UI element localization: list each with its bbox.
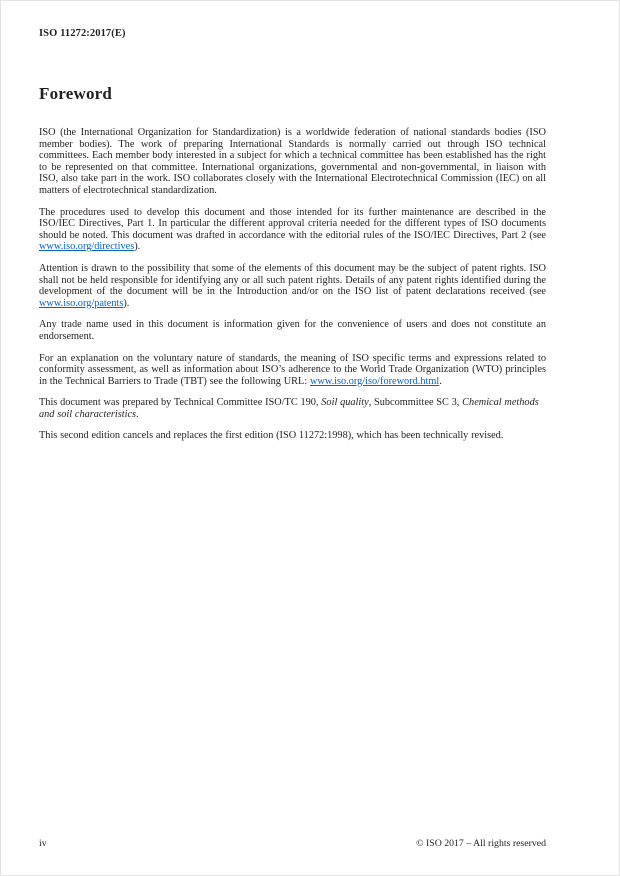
- link-iso-foreword[interactable]: www.iso.org/iso/foreword.html: [309, 375, 440, 387]
- document-header: [39, 28, 546, 39]
- paragraph-patent-rights: [39, 263, 546, 309]
- paragraph-iso-federation: ISO (the International Organization for Standardization) is a worldwide federation of national standards bodies (ISO member bodies). The work of preparing International Standards is normally carried out through ISO technical committees. Each member body interested in a subject for which a technical committee has been established has the right to be represented on that committee. International organizations, governmental and non-governmental, in liaison with ISO, also take part in the work. ISO collaborates closely with the International Electrotechnical Commission (IEC) on all matters of electrotechnical standardization.: [39, 127, 546, 196]
- text-segment: The procedures used to develop this document and those intended for its further maintenance are described in the ISO/IEC Directives, Part 1. In particular the different approval criteria needed for the different types of ISO documents should be noted. This document was drafted in accordance with the editorial rules of the ISO/IEC Directives, Part 2 (see: [39, 206, 546, 241]
- text-segment: This document was prepared by Technical Committee ISO/TC 190,: [39, 397, 322, 409]
- text-segment: .: [439, 375, 442, 387]
- link-iso-directives[interactable]: www.iso.org/directives: [39, 241, 135, 253]
- subcommittee-name-chemical-methods: Chemical methods and soil characteristics: [39, 397, 539, 420]
- paragraph-trade-name: Any trade name used in this document is information given for the convenience of users and does not constitute an endorsement.: [39, 319, 546, 342]
- copyright-notice: © ISO 2017 – All rights reserved: [416, 838, 546, 849]
- text-segment: ).: [134, 241, 141, 253]
- paragraph-committee: [39, 397, 546, 420]
- page-title: Foreword: [39, 84, 113, 103]
- paragraph-procedures: [39, 207, 546, 253]
- document-footer: [39, 838, 546, 849]
- document-reference: ISO 11272:2017(E): [39, 28, 126, 39]
- foreword-body: [39, 127, 546, 442]
- paragraph-wto-tbt: [39, 353, 546, 388]
- text-segment: ).: [123, 297, 130, 309]
- text-segment: For an explanation on the voluntary nature of standards, the meaning of ISO specific terms and expressions related to conformity assessment, as well as information about ISO’s adherence to the World Trade Organization (WTO) principles in the Technical Barriers to Trade (TBT) see the following URL:: [39, 352, 546, 387]
- text-segment: Attention is drawn to the possibility that some of the elements of this document may be the subject of patent rights. ISO shall not be held responsible for identifying any or all such patent rights. Details of any patent rights identified during the development of the document will be in the Introduction and/or on the ISO list of patent declarations received (see: [39, 262, 546, 298]
- page-number: iv: [39, 838, 47, 849]
- committee-name-soil-quality: Soil quality: [321, 397, 369, 409]
- text-segment: , Subcommittee SC 3,: [368, 397, 463, 409]
- paragraph-second-edition: This second edition cancels and replaces the first edition (ISO 11272:1998), which has been technically revised.: [39, 430, 504, 442]
- text-segment: .: [136, 408, 139, 420]
- link-iso-patents[interactable]: www.iso.org/patents: [39, 297, 124, 309]
